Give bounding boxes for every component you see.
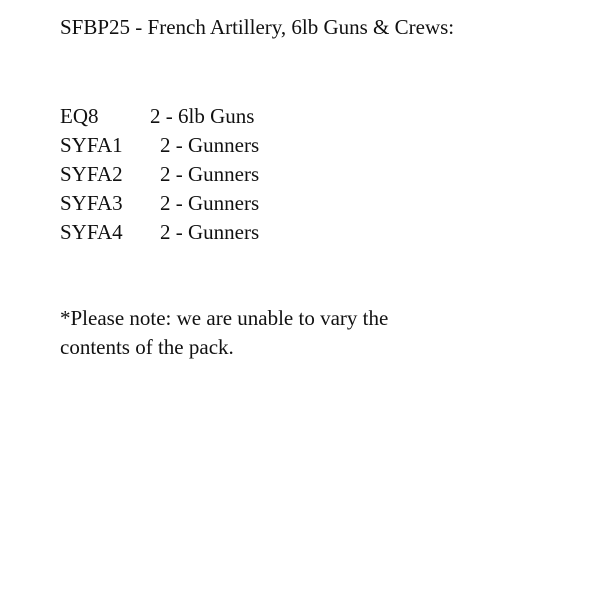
pack-note xyxy=(60,304,480,362)
page-title: SFBP25 - French Artillery, 6lb Guns & Crews: xyxy=(60,15,455,39)
list-item xyxy=(60,131,259,160)
item-code: SYFA2 xyxy=(60,162,123,186)
item-code: SYFA4 xyxy=(60,220,123,244)
item-description: 2 - Gunners xyxy=(160,162,260,186)
item-code: EQ8 xyxy=(60,104,99,128)
list-item xyxy=(60,102,259,131)
item-description: 2 - Gunners xyxy=(160,191,260,215)
list-item xyxy=(60,189,259,218)
pack-contents-list xyxy=(60,102,259,247)
list-item xyxy=(60,160,259,189)
list-item xyxy=(60,218,259,247)
item-description: 2 - Gunners xyxy=(160,133,260,157)
note-line: contents of the pack. xyxy=(60,335,234,359)
note-line: *Please note: we are unable to vary the xyxy=(60,306,389,330)
item-code: SYFA3 xyxy=(60,191,123,215)
item-description: 2 - 6lb Guns xyxy=(150,104,255,128)
item-code: SYFA1 xyxy=(60,133,123,157)
item-description: 2 - Gunners xyxy=(160,220,260,244)
